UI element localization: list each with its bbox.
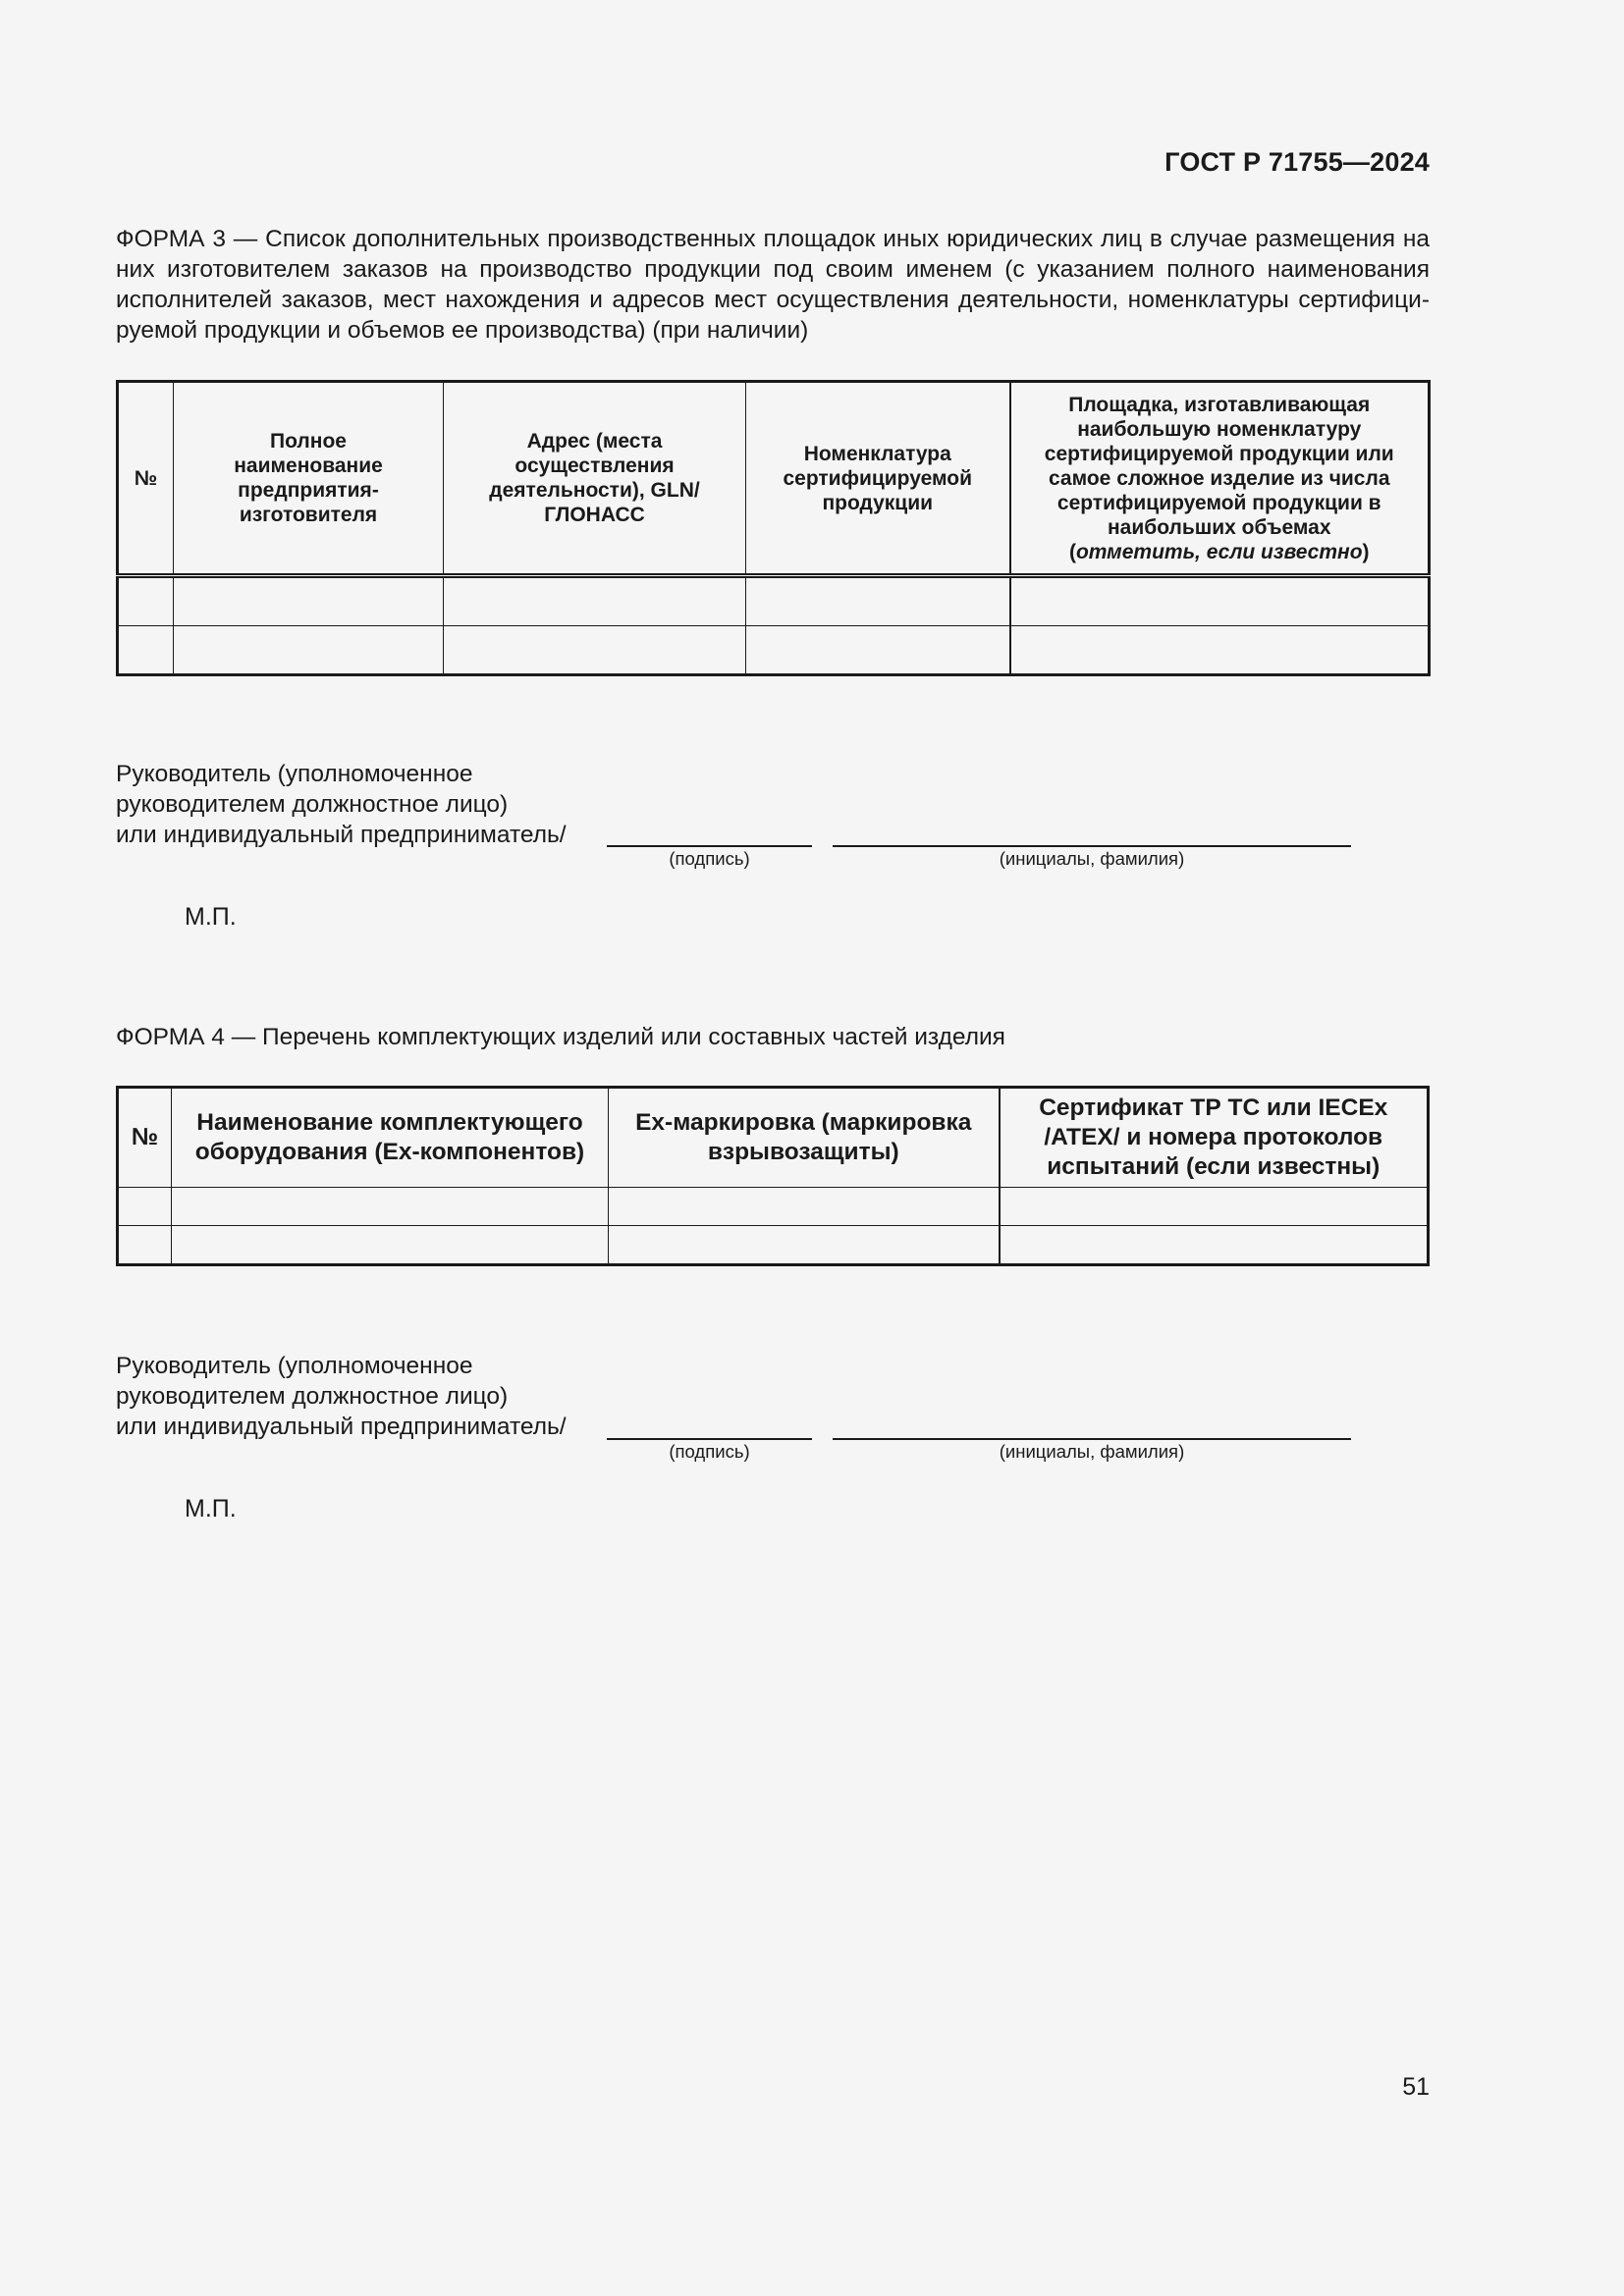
form4-table	[116, 1086, 1430, 1266]
table-row	[118, 1226, 1429, 1265]
table-row	[118, 626, 1430, 675]
table-cell	[1000, 1226, 1429, 1265]
table-cell	[609, 1226, 1000, 1265]
col-marking	[609, 1088, 1000, 1188]
col-nomenclature	[746, 382, 1010, 576]
document-code: ГОСТ Р 71755—2024	[1164, 147, 1430, 177]
table-cell	[118, 576, 174, 626]
name-line	[833, 845, 1351, 847]
col-site-text	[1011, 393, 1429, 564]
col-certificate-text: Сертификат ТР ТС или IECEx /ATEX/ и номера протоколов испытаний (если известны)	[1039, 1095, 1388, 1180]
signatory-label-line: Руководитель (уполномоченное	[116, 1353, 473, 1379]
table-cell	[444, 576, 746, 626]
signatory-label-line: руководителем должностное лицо)	[116, 791, 509, 818]
table-row	[118, 576, 1430, 626]
signature-line	[607, 845, 812, 847]
col-name-text: Наименование комплектующего оборудования (Ex-компонентов)	[194, 1109, 585, 1165]
table-cell	[118, 1188, 172, 1226]
signatory-label	[116, 759, 646, 850]
signatory-label-line: или индивидуальный предприниматель/	[116, 822, 567, 848]
col-site-note-open: (	[1068, 540, 1076, 563]
col-name	[174, 382, 444, 576]
signatory-label-line: Руководитель (уполномоченное	[116, 761, 473, 787]
col-number: №	[118, 382, 174, 576]
signatory-label	[116, 1351, 646, 1442]
table-cell	[1010, 626, 1430, 675]
form3-table	[116, 380, 1431, 676]
stamp-placeholder: М.П.	[185, 1495, 237, 1522]
table-cell	[746, 576, 1010, 626]
col-number: №	[118, 1088, 172, 1188]
table-cell	[118, 1226, 172, 1265]
table-cell	[118, 626, 174, 675]
table-cell	[172, 1226, 609, 1265]
signature-caption: (подпись)	[669, 848, 750, 869]
name-line	[833, 1438, 1351, 1440]
table-row	[118, 1188, 1429, 1226]
stamp-placeholder: М.П.	[185, 903, 237, 931]
table-cell	[444, 626, 746, 675]
col-nomenclature-text: Номенклатура сертифицируемой продукции	[783, 442, 973, 514]
form3-title: ФОРМА 3 — Список дополнительных производственных площадок иных юридических лиц в случае размещения на них изготовителем заказов на производство продукции под своим именем (с указанием полного наименования исполнителей заказов, мест нахождения и адресов мест осуществления деятельности, номенклатуры сертифицируемой продукции и объемов ее производства) (при наличии)	[116, 226, 1430, 344]
col-marking-text: Ex-маркировка (маркировка взрывозащиты)	[635, 1109, 972, 1165]
col-address-text: Адрес (места осуществления деятельности), GLN/ГЛОНАСС	[489, 430, 700, 526]
col-name-text: Полное наименование предприятия-изготовителя	[234, 430, 383, 526]
page-number: 51	[1402, 2073, 1430, 2101]
table-header-row	[118, 1088, 1429, 1188]
table-cell	[174, 576, 444, 626]
name-caption: (инициалы, фамилия)	[999, 848, 1185, 869]
col-certificate	[1000, 1088, 1429, 1188]
signature-caption: (подпись)	[669, 1441, 750, 1462]
form4-title: ФОРМА 4 — Перечень комплектующих изделий или составных частей изделия	[116, 1024, 1005, 1050]
table-cell	[1000, 1188, 1429, 1226]
signature-line	[607, 1438, 812, 1440]
table-cell	[609, 1188, 1000, 1226]
table-header-row	[118, 382, 1430, 576]
col-site-note: отметить, если известно	[1075, 540, 1363, 563]
table-cell	[174, 626, 444, 675]
col-site-note-close: )	[1362, 540, 1370, 563]
col-name	[172, 1088, 609, 1188]
col-address	[444, 382, 746, 576]
table-cell	[1010, 576, 1430, 626]
col-site-main: Площадка, изготавливающая наибольшую номенклатуру сертифицируемой продукции или самое сложное изделие из числа сертифицируемой продукции в наибольших объемах	[1044, 393, 1394, 539]
col-site	[1010, 382, 1430, 576]
signatory-label-line: руководителем должностное лицо)	[116, 1383, 509, 1410]
signatory-label-line: или индивидуальный предприниматель/	[116, 1414, 567, 1440]
table-cell	[172, 1188, 609, 1226]
name-caption: (инициалы, фамилия)	[999, 1441, 1185, 1462]
table-cell	[746, 626, 1010, 675]
